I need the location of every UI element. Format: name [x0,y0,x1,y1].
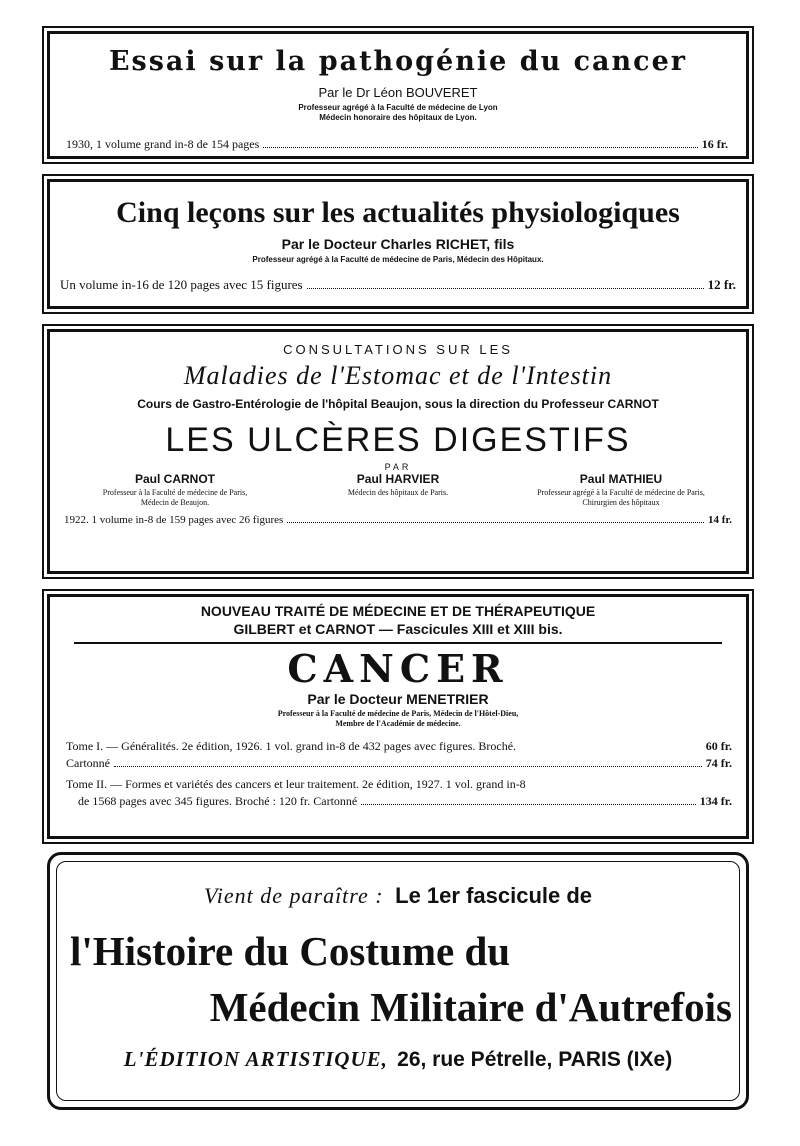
ad4-header1: NOUVEAU TRAITÉ DE MÉDECINE ET DE THÉRAPEUTIQUE [200,603,596,619]
ad5-intro-rest: Le 1er fascicule de [395,883,593,908]
ad4-tome1-price: 60 fr. [705,739,732,753]
ad1-author: Par le Dr Léon BOUVERET [318,85,478,100]
ad3-series: CONSULTATIONS SUR LES [283,342,513,357]
ad4-tome2-text: de 1568 pages avec 345 figures. Broché : 120 fr. Cartonné [78,794,358,808]
ad3-authors [90,472,706,508]
ad-histoire-costume [47,852,749,1110]
ad3-subtitle: LES ULCÈRES DIGESTIFS [165,421,631,459]
ad5-intro [50,883,746,909]
ad2-author: Par le Docteur Charles RICHET, fils [281,236,515,252]
ad3-course: Cours de Gastro-Entérologie de l'hôpital Beaujon, sous la direction du Professeur CARNOT [137,397,659,411]
ad-ulceres [47,329,749,574]
ad1-edition-line [66,137,728,152]
ad4-divider [74,642,722,644]
author-role: Professeur agrégé à la Faculté de médecine de Paris, Chirurgien des hôpitaux [537,488,705,507]
ad4-tome1-line [66,739,732,754]
leader-dots [361,804,696,805]
author-name: Paul CARNOT [134,472,215,486]
ad3-par: PAR [384,462,412,472]
ad5-publisher: L'ÉDITION ARTISTIQUE, [123,1047,388,1071]
leader-dots [307,288,704,289]
author-name: Paul HARVIER [356,472,440,486]
ad5-publisher-line [50,1047,746,1072]
ad5-intro-italic: Vient de paraître : [203,883,384,908]
ad3-price: 14 fr. [707,514,732,526]
ad1-role1: Professeur agrégé à la Faculté de médecine de Lyon [298,103,498,112]
ad2-title: Cinq leçons sur les actualités physiologiques [116,196,680,229]
ad-pathogenie [47,31,749,159]
ad5-address: 26, rue Pétrelle, PARIS (IXe) [397,1048,673,1071]
ad4-tome1-cart: Cartonné [66,756,110,770]
ad3-author-carnot [90,472,260,508]
ad2-edition-line [60,277,736,293]
ad-cancer [47,594,749,839]
author-role: Médecin des hôpitaux de Paris. [347,488,449,497]
leader-dots [287,522,704,523]
ad3-author-harvier [333,472,463,508]
ad4-tome2-line2 [78,794,732,809]
ad2-role: Professeur agrégé à la Faculté de médecine de Paris, Médecin des Hôpitaux. [252,255,544,264]
ad4-tome1-cart-price: 74 fr. [705,756,732,770]
ad5-title2: Médecin Militaire d'Autrefois [209,984,732,1030]
leader-dots [114,766,702,767]
ad4-tome1-cart-line [66,756,732,771]
ad5-title1: l'Histoire du Costume du [70,928,511,974]
ad3-title: Maladies de l'Estomac et de l'Intestin [183,361,613,390]
ad2-price: 12 fr. [707,277,736,292]
ad3-edition-line [64,514,732,526]
ad1-edition: 1930, 1 volume grand in-8 de 154 pages [66,137,260,151]
ad3-edition: 1922. 1 volume in-8 de 159 pages avec 26 figures [64,514,284,526]
ad-cinq-lecons [47,179,749,309]
ad4-tome2-line1: Tome II. — Formes et variétés des cancers et leur traitement. 2e édition, 1927. 1 vol. grand in-8 [66,777,526,791]
ad4-role1: Professeur à la Faculté de médecine de Paris, Médecin de l'Hôtel-Dieu, [277,709,519,718]
author-name: Paul MATHIEU [579,472,663,486]
ad2-edition: Un volume in-16 de 120 pages avec 15 figures [60,277,303,292]
ad1-title: Essai sur la pathogénie du cancer [108,46,688,77]
ad4-header2: GILBERT et CARNOT — Fascicules XIII et XIII bis. [233,621,563,637]
ad4-tome1-text: Tome I. — Généralités. 2e édition, 1926. 1 vol. grand in-8 de 432 pages avec figures. Broché. [66,739,517,753]
ad4-title: CANCER [287,646,509,691]
author-role: Professeur à la Faculté de médecine de Paris, Médecin de Beaujon. [102,488,248,507]
leader-dots [263,147,697,148]
ad4-author: Par le Docteur MENETRIER [307,691,489,707]
ad3-author-mathieu [536,472,706,508]
ad1-role2: Médecin honoraire des hôpitaux de Lyon. [319,113,477,122]
ad4-role2: Membre de l'Académie de médecine. [335,719,461,728]
ad1-price: 16 fr. [701,137,728,151]
ad4-tome2-price: 134 fr. [699,794,732,808]
